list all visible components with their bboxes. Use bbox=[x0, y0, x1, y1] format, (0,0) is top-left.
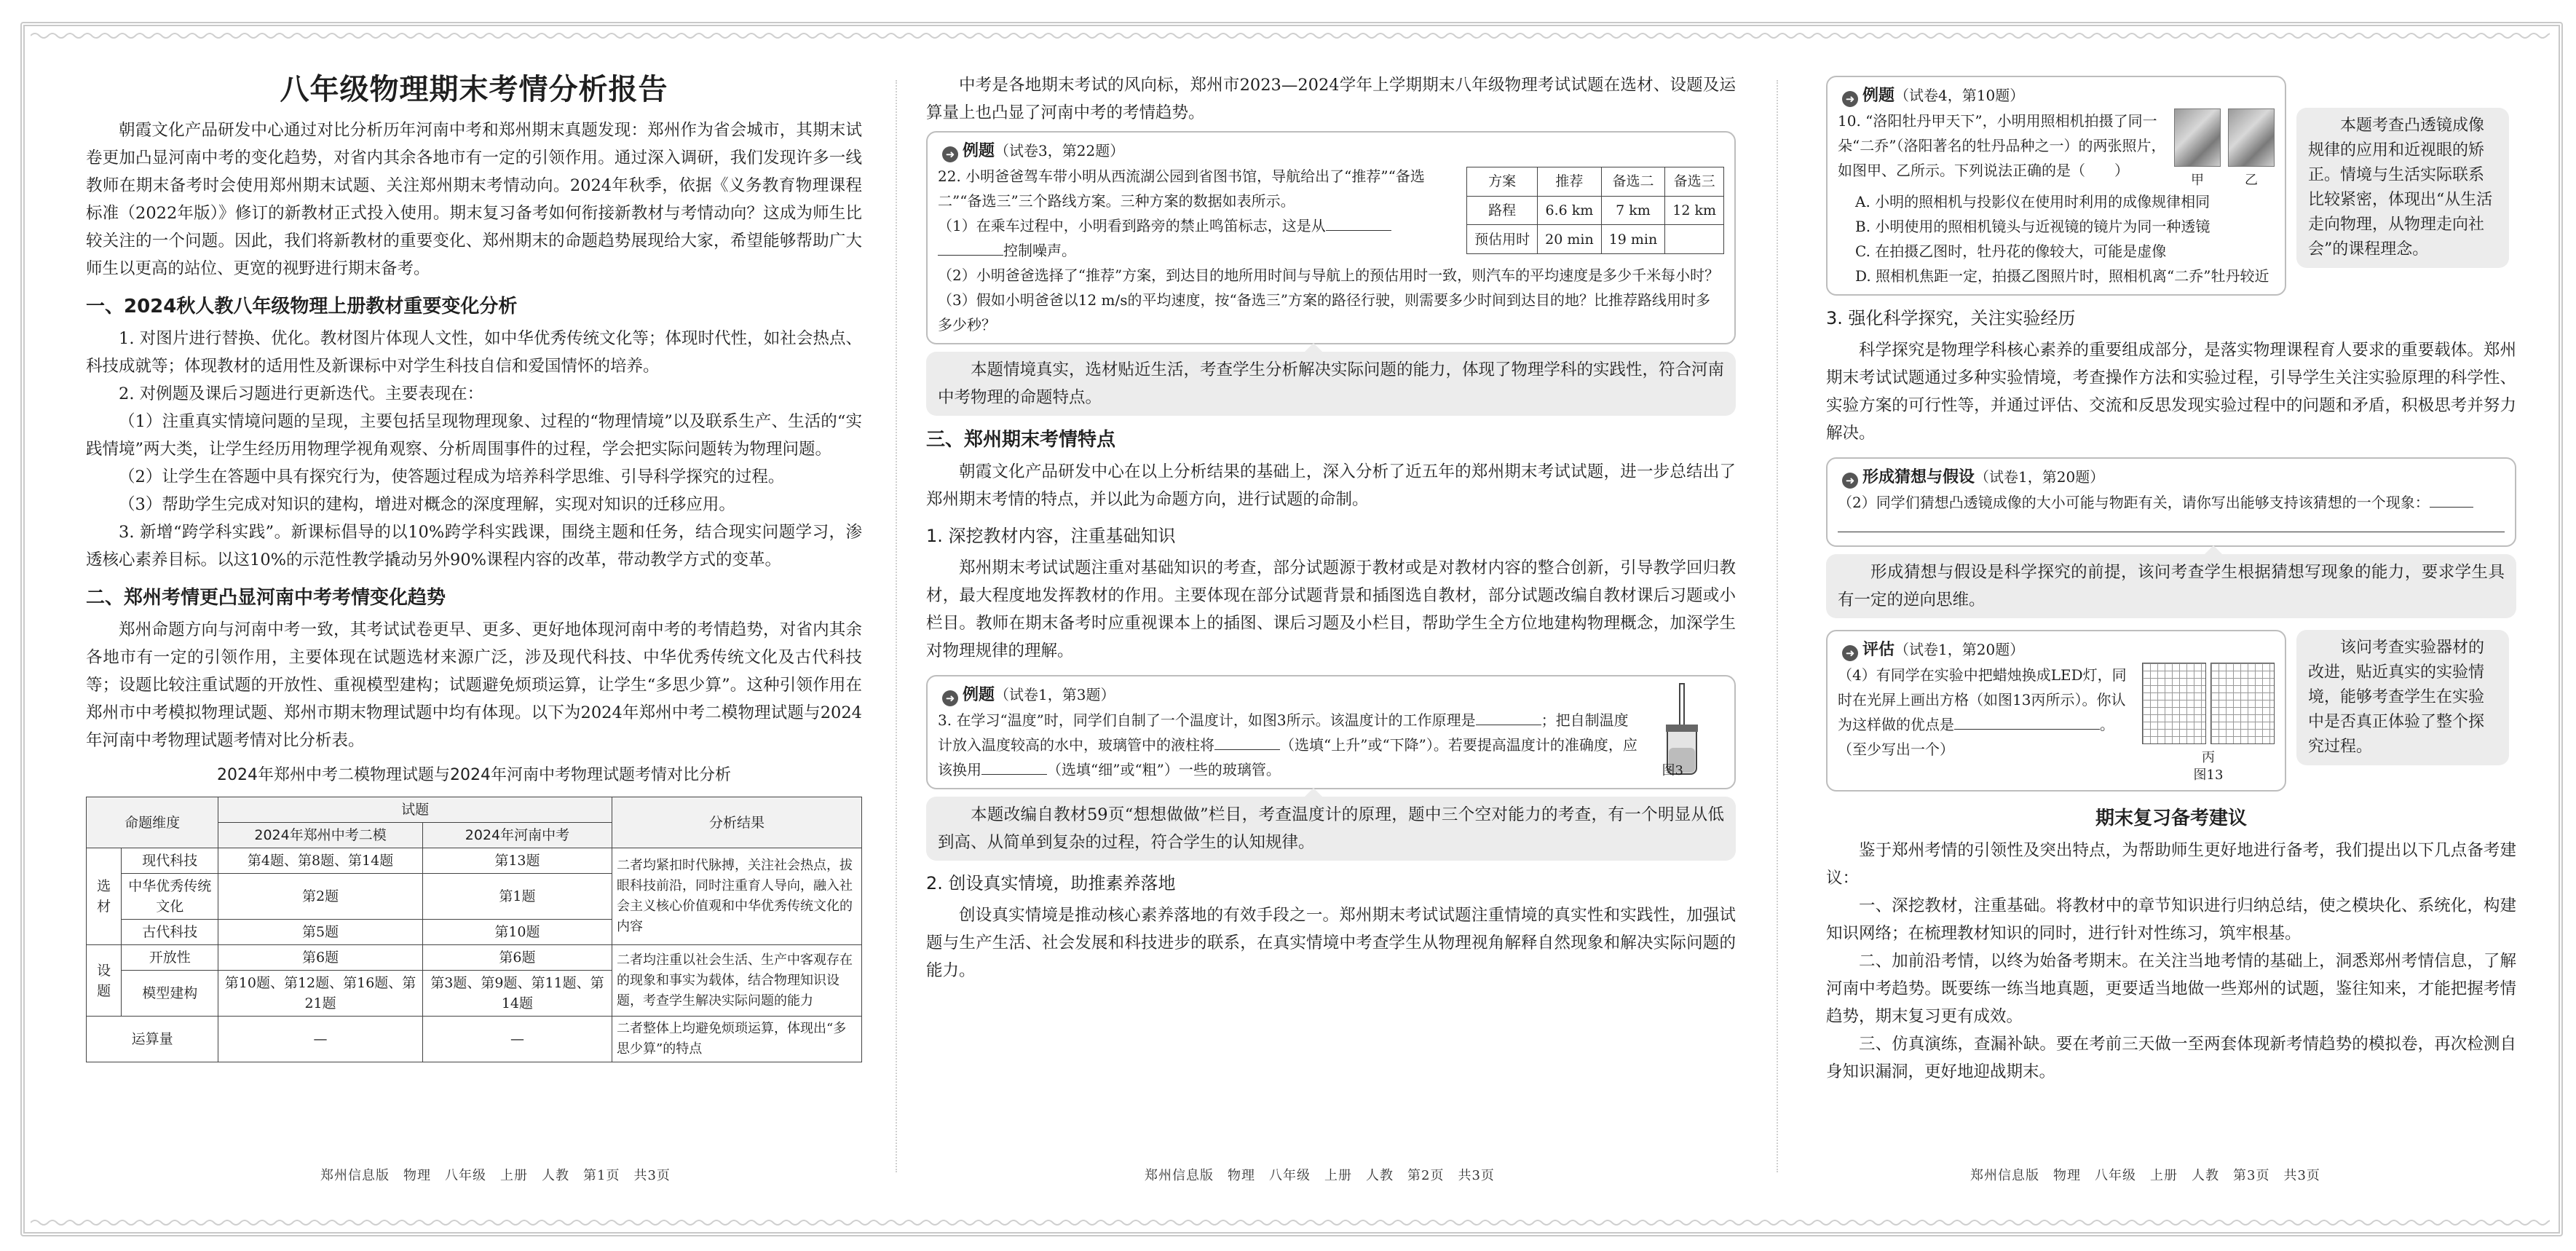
arrow-circle-icon: ➜ bbox=[942, 146, 958, 162]
paragraph: 郑州命题方向与河南中考一致，其考试试卷更早、更多、更好地体现河南中考的考情趋势，对省内其余各地市有一定的引领作用，主要体现在试题选材来源广泛，涉及现代科技、中华优秀传统文化及古代科技等；设题比较注重试题的开放性、重视模型建构；试题避免烦琐运算，让学生“多思少算”。这种引领作用在郑州市中考模拟物理试题、郑州市期末物理试题中均有体现。以下为2024年郑州中考二模物理试题与2024年河南中考物理试题考情对比分析表。 bbox=[86, 620, 862, 750]
arrow-circle-icon: ➜ bbox=[1842, 645, 1858, 661]
table-cell: 第13题 bbox=[422, 848, 612, 874]
example-box bbox=[1826, 457, 2516, 547]
table-cell: 第2题 bbox=[218, 874, 423, 920]
answer-blank bbox=[981, 774, 1047, 775]
subsection-heading: 1. 深挖教材内容，注重基础知识 bbox=[926, 526, 1176, 546]
table-cell: 现代科技 bbox=[122, 848, 218, 874]
analysis-cell: 二者均紧扣时代脉搏，关注社会热点，拔眼科技前沿，同时注重育人导向，融入社会主义核心价值观和中华优秀传统文化的内容 bbox=[612, 848, 862, 945]
paragraph: 三、仿真演练，查漏补缺。要在考前三天做一至两套体现新考情趋势的模拟卷，再次检测自身知识漏洞，更好地迎战期末。 bbox=[1826, 1035, 2516, 1081]
table-title: 2024年郑州中考二模物理试题与2024年河南中考物理试题考情对比分析 bbox=[217, 766, 731, 784]
question-part bbox=[1838, 663, 2135, 784]
question-text: （3）假如小明爸爸以12 m/s的平均速度，按“备选三”方案的路径行驶，则需要多少时间到达目的地？比推荐路线用时多多少秒？ bbox=[938, 291, 1710, 334]
example-source: （试卷1，第20题） bbox=[1975, 468, 2105, 486]
group-cell: 选材 bbox=[87, 848, 122, 945]
table-cell: 第6题 bbox=[422, 945, 612, 971]
option-item: B. 小明使用的照相机镜头与近视镜的镜片为同一种透镜 bbox=[1855, 218, 2210, 235]
question-text: （2）同学们猜想凸透镜成像的大小可能与物距有关，请你写出能够支持该猜想的一个现象： bbox=[1838, 494, 2430, 511]
figure-caption: 乙 bbox=[2245, 173, 2258, 188]
paragraph: 一、深挖教材，注重基础。将教材中的章节知识进行归纳总结，使之模块化、系统化，构建知识网络；在梳理教材知识的同时，进行针对性练习，筑牢根基。 bbox=[1826, 896, 2516, 943]
question-text: 控制噪声。 bbox=[1003, 242, 1076, 259]
side-comment: 本题考查凸透镜成像规律的应用和近视眼的矫正。情境与生活实际联系比较紧密，体现出“从生活走向物理，从物理走向社会”的课程理念。 bbox=[2296, 108, 2509, 268]
route-table bbox=[1466, 167, 1724, 254]
advice-heading: 期末复习备考建议 bbox=[2095, 808, 2247, 829]
column-separator bbox=[1777, 80, 1778, 1172]
table-cell: — bbox=[218, 1017, 423, 1062]
analysis-cell: 二者整体上均避免烦琐运算，体现出“多思少算”的特点 bbox=[612, 1017, 862, 1062]
table-header: 试题 bbox=[218, 797, 612, 823]
figure-caption: 图13 bbox=[2193, 767, 2224, 783]
intro-paragraph: 朝霞文化产品研发中心通过对比分析历年河南中考和郑州期末真题发现：郑州作为省会城市，其期末试卷更加凸显河南中考的变化趋势，对省内其余各地市有一定的引领作用。通过深入调研，我们发现许多一线教师在期末备考时会使用郑州期末试题、关注郑州期末考情动向。2024年秋季，依据《义务教育物理课程标准（2022年版）》修订的新教材正式投入使用。期末复习备考如何衔接新教材与考情动向？这成为师生比较关注的一个问题。因此，我们将新教材的重要变化、郑州期末的命题趋势展现给大家，希望能够帮助广大师生以更高的站位、更宽的视野进行期末备考。 bbox=[86, 121, 862, 278]
section-3-heading: 三、郑州期末考情特点 bbox=[926, 429, 1116, 451]
question-text: （选填“细”或“粗”）一些的玻璃管。 bbox=[1047, 761, 1281, 778]
question-part bbox=[1838, 490, 2505, 515]
example-tag: 例题 bbox=[963, 142, 995, 160]
question-text: （2）小明爸爸选择了“推荐”方案，到达目的地所用时间与导航上的预估用时一致，则汽车的平均速度是多少千米每小时？ bbox=[938, 267, 1720, 284]
table-cell: 备选三 bbox=[1665, 167, 1724, 197]
table-row bbox=[87, 848, 862, 874]
subsection-heading: 3. 强化科学探究，关注实验经历 bbox=[1826, 308, 2076, 328]
section-2-heading: 二、郑州考情更凸显河南中考考情变化趋势 bbox=[86, 587, 446, 609]
figure-caption: 丙 bbox=[2202, 750, 2215, 765]
table-cell: 19 min bbox=[1601, 225, 1665, 254]
paragraph: 创设真实情境是推动核心素养落地的有效手段之一。郑州期末考试试题注重情境的真实性和实践性，加强试题与生产生活、社会发展和科技进步的联系，在真实情境中考查学生从物理视角解释自然现象和解决实际问题的能力。 bbox=[926, 906, 1736, 980]
table-cell: 7 km bbox=[1601, 196, 1665, 225]
example-tag: 评估 bbox=[1862, 641, 1895, 659]
paragraph: 鉴于郑州考情的引领性及突出特点，为帮助师生更好地进行备考，我们提出以下几点备考建议： bbox=[1826, 841, 2516, 888]
question-text: ；把自制温度计放入温度较高的水中，玻璃管中的液柱将 bbox=[938, 711, 1629, 754]
question-text: 3. 在学习“温度”时，同学们自制了一个温度计，如图3所示。该温度计的工作原理是 bbox=[938, 711, 1476, 729]
answer-blank bbox=[1326, 230, 1391, 231]
paragraph: 郑州期末考试试题注重对基础知识的考查，部分试题源于教材或是对教材内容的整合创新，引导教学回归教材，最大程度地发挥教材的作用。主要体现在部分试题背景和插图选自教材，部分试题改编自教材课后习题或小栏目。教师在期末备考时应重视课本上的插图、课后习题及小栏目，帮助学生全方位地建构物理概念，加深学生对物理规律的理解。 bbox=[926, 559, 1736, 660]
table-cell: 第10题、第12题、第16题、第21题 bbox=[218, 971, 423, 1017]
bottom-wave-border bbox=[31, 1218, 2550, 1228]
top-wave-border bbox=[31, 31, 2550, 41]
example-tag: 例题 bbox=[963, 686, 995, 704]
table-cell: 第10题 bbox=[422, 920, 612, 945]
answer-blank bbox=[2430, 507, 2473, 508]
option-list bbox=[1838, 189, 2275, 288]
option-item: A. 小明的照相机与投影仪在使用时利用的成像规律相同 bbox=[1855, 193, 2210, 210]
example-box bbox=[1826, 76, 2286, 296]
page-footer: 郑州信息版 物理 八年级 上册 人教 第2页 共3页 bbox=[1145, 1168, 1495, 1183]
table-cell: 预估用时 bbox=[1467, 225, 1538, 254]
question-text: （选填“上升”或“下降”）。若要提高温度计的准确度，应该换用 bbox=[938, 736, 1637, 778]
table-cell: 20 min bbox=[1538, 225, 1602, 254]
page-2-column bbox=[926, 71, 1736, 984]
table-cell: 第4题、第8题、第14题 bbox=[218, 848, 423, 874]
example-tag: 形成猜想与假设 bbox=[1862, 468, 1975, 486]
example-box bbox=[926, 675, 1736, 789]
table-header: 2024年河南中考 bbox=[422, 823, 612, 848]
table-cell: 方案 bbox=[1467, 167, 1538, 197]
table-cell: 第3题、第9题、第11题、第14题 bbox=[422, 971, 612, 1017]
table-cell: 第1题 bbox=[422, 874, 612, 920]
paragraph: （3）帮助学生完成对知识的建构，增进对概念的深度理解，实现对知识的迁移应用。 bbox=[119, 495, 735, 514]
question-text: 10. “洛阳牡丹甲天下”，小明用照相机拍摄了同一朵“二乔”（洛阳著名的牡丹品种之一）的两张照片，如图甲、乙所示。下列说法正确的是（ ） bbox=[1838, 112, 2166, 179]
subsection-heading: 2. 创设真实情境，助推素养落地 bbox=[926, 873, 1176, 893]
paragraph: 科学探究是物理学科核心素养的重要组成部分，是落实物理课程育人要求的重要载体。郑州期末考试试题通过多种实验情境，考查操作方法和实验过程，引导学生关注实验原理的科学性、实验方案的可行性等，并通过评估、交流和反思发现实验过程中的问题和矛盾，积极思考并努力解决。 bbox=[1826, 341, 2516, 443]
table-header: 分析结果 bbox=[612, 797, 862, 848]
figure-caption: 甲 bbox=[2191, 173, 2204, 188]
comment-note: 形成猜想与假设是科学探究的前提，该问考查学生根据猜想写现象的能力，要求学生具有一定的逆向思维。 bbox=[1826, 554, 2516, 618]
question-part bbox=[938, 708, 1640, 782]
peony-photo-b bbox=[2228, 108, 2275, 167]
arrow-circle-icon: ➜ bbox=[1842, 91, 1858, 107]
page-footer: 郑州信息版 物理 八年级 上册 人教 第3页 共3页 bbox=[1970, 1168, 2320, 1183]
table-cell: 运算量 bbox=[87, 1017, 218, 1062]
option-item: C. 在拍摄乙图时，牡丹花的像较大，可能是虚像 bbox=[1855, 242, 2167, 260]
option-item: D. 照相机焦距一定，拍摄乙图照片时，照相机离“二乔”牡丹较近 bbox=[1855, 267, 2269, 285]
answer-blank bbox=[938, 255, 1003, 256]
question-part bbox=[938, 213, 1456, 238]
peony-photo-a bbox=[2174, 108, 2221, 167]
paragraph: 二、加前沿考情，以终为始备考期末。在关注当地考情的基础上，洞悉郑州考情信息，了解河南中考趋势。既要练一练当地真题，更要适当地做一些郑州的试题，鉴往知来，才能把握考情趋势，期末复习更有成效。 bbox=[1826, 952, 2516, 1026]
paragraph: 1. 对图片进行替换、优化。教材图片体现人文性，如中华优秀传统文化等；体现时代性，如社会热点、科技成就等；体现教材的适用性及新课标中对学生科技自信和爱国情怀的培养。 bbox=[86, 329, 862, 376]
paragraph: 朝霞文化产品研发中心在以上分析结果的基础上，深入分析了近五年的郑州期末考试试题，进一步总结出了郑州期末考情的特点，并以此为命题方向，进行试题的命制。 bbox=[926, 462, 1736, 509]
table-header: 2024年郑州中考二模 bbox=[218, 823, 423, 848]
table-cell: 备选二 bbox=[1601, 167, 1665, 197]
example-source: （试卷4，第10题） bbox=[1895, 87, 2025, 104]
page-3-column bbox=[1826, 71, 2516, 1086]
table-cell: 推荐 bbox=[1538, 167, 1602, 197]
answer-blank bbox=[1954, 729, 2100, 730]
paragraph: 中考是各地期末考试的风向标，郑州市2023—2024学年上学期期末八年级物理考试试题在选材、设题及运算量上也凸显了河南中考的考情趋势。 bbox=[926, 76, 1736, 122]
table-cell bbox=[1665, 225, 1724, 254]
table-header: 命题维度 bbox=[87, 797, 218, 848]
comment-note: 本题改编自教材59页“想想做做”栏目，考查温度计的原理，题中三个空对能力的考查，有一个明显从低到高、从简单到复杂的过程，符合学生的认知规律。 bbox=[926, 797, 1736, 861]
table-row bbox=[87, 945, 862, 971]
column-separator bbox=[896, 80, 897, 1172]
table-cell: — bbox=[422, 1017, 612, 1062]
table-cell: 古代科技 bbox=[122, 920, 218, 945]
example-source: （试卷1，第20题） bbox=[1895, 641, 2025, 658]
example-box bbox=[1826, 630, 2286, 792]
table-cell: 6.6 km bbox=[1538, 196, 1602, 225]
paragraph: （1）注重真实情境问题的呈现，主要包括呈现物理现象、过程的“物理情境”以及联系生产、生活的“实践情境”两大类，让学生经历用物理学视角观察、分析周围事件的过程，学会把实际问题转为物理问题。 bbox=[86, 412, 862, 459]
table-cell: 12 km bbox=[1665, 196, 1724, 225]
comparison-table bbox=[86, 797, 862, 1062]
arrow-circle-icon: ➜ bbox=[942, 690, 958, 706]
example-box bbox=[926, 131, 1736, 344]
table-cell: 中华优秀传统文化 bbox=[122, 874, 218, 920]
table-cell: 第6题 bbox=[218, 945, 423, 971]
answer-blank bbox=[1214, 749, 1280, 750]
figure-caption: 图3 bbox=[1662, 763, 1683, 778]
question-text: 22. 小明爸爸驾车带小明从西流湖公园到省图书馆，导航给出了“推荐”“备选二”“备选三”三个路线方案。三种方案的数据如表所示。 bbox=[938, 167, 1425, 210]
example-tag: 例题 bbox=[1862, 87, 1895, 105]
table-cell: 开放性 bbox=[122, 945, 218, 971]
section-1-heading: 一、2024秋人教八年级物理上册教材重要变化分析 bbox=[86, 296, 518, 317]
grid-screen-figure bbox=[2142, 663, 2206, 744]
report-title: 八年级物理期末考情分析报告 bbox=[280, 73, 668, 106]
side-comment: 该问考查实验器材的改进，贴近真实的实验情境，能够考查学生在实验中是否真正体验了整个探究过程。 bbox=[2296, 630, 2509, 765]
table-cell: 模型建构 bbox=[122, 971, 218, 1017]
table-row bbox=[87, 1017, 862, 1062]
example-source: （试卷3，第22题） bbox=[995, 142, 1125, 159]
paragraph: 2. 对例题及课后习题进行更新迭代。主要表现在： bbox=[119, 384, 484, 403]
example-source: （试卷1，第3题） bbox=[995, 686, 1115, 703]
page-1-column bbox=[86, 71, 862, 1062]
table-cell: 路程 bbox=[1467, 196, 1538, 225]
table-cell: 第5题 bbox=[218, 920, 423, 945]
paragraph: 3. 新增“跨学科实践”。新课标倡导的以10%跨学科实践课，围绕主题和任务，结合现实问题学习，渗透核心素养目标。以这10%的示范性教学撬动另外90%课程内容的改革，带动教学方式的变革。 bbox=[86, 523, 862, 569]
analysis-cell: 二者均注重以社会生活、生产中客观存在的现象和事实为载体，结合物理知识设题，考查学生解决实际问题的能力 bbox=[612, 945, 862, 1017]
question-text: （1）在乘车过程中，小明看到路旁的禁止鸣笛标志，这是从 bbox=[938, 217, 1326, 234]
paragraph: （2）让学生在答题中具有探究行为，使答题过程成为培养科学思维、引导科学探究的过程。 bbox=[119, 467, 785, 486]
page-footer: 郑州信息版 物理 八年级 上册 人教 第1页 共3页 bbox=[320, 1168, 671, 1183]
question-text: （4）有同学在实验中把蜡烛换成LED灯，同时在光屏上画出方格（如图13丙所示）。你认为这样做的优点是 bbox=[1838, 666, 2127, 733]
comment-note: 本题情境真实，选材贴近生活，考查学生分析解决实际问题的能力，体现了物理学科的实践性，符合河南中考物理的命题特点。 bbox=[926, 352, 1736, 416]
grid-screen-figure bbox=[2210, 663, 2275, 744]
group-cell: 设题 bbox=[87, 945, 122, 1017]
arrow-circle-icon: ➜ bbox=[1842, 473, 1858, 489]
question-text: 。（至少写出一个） bbox=[1838, 716, 2114, 758]
